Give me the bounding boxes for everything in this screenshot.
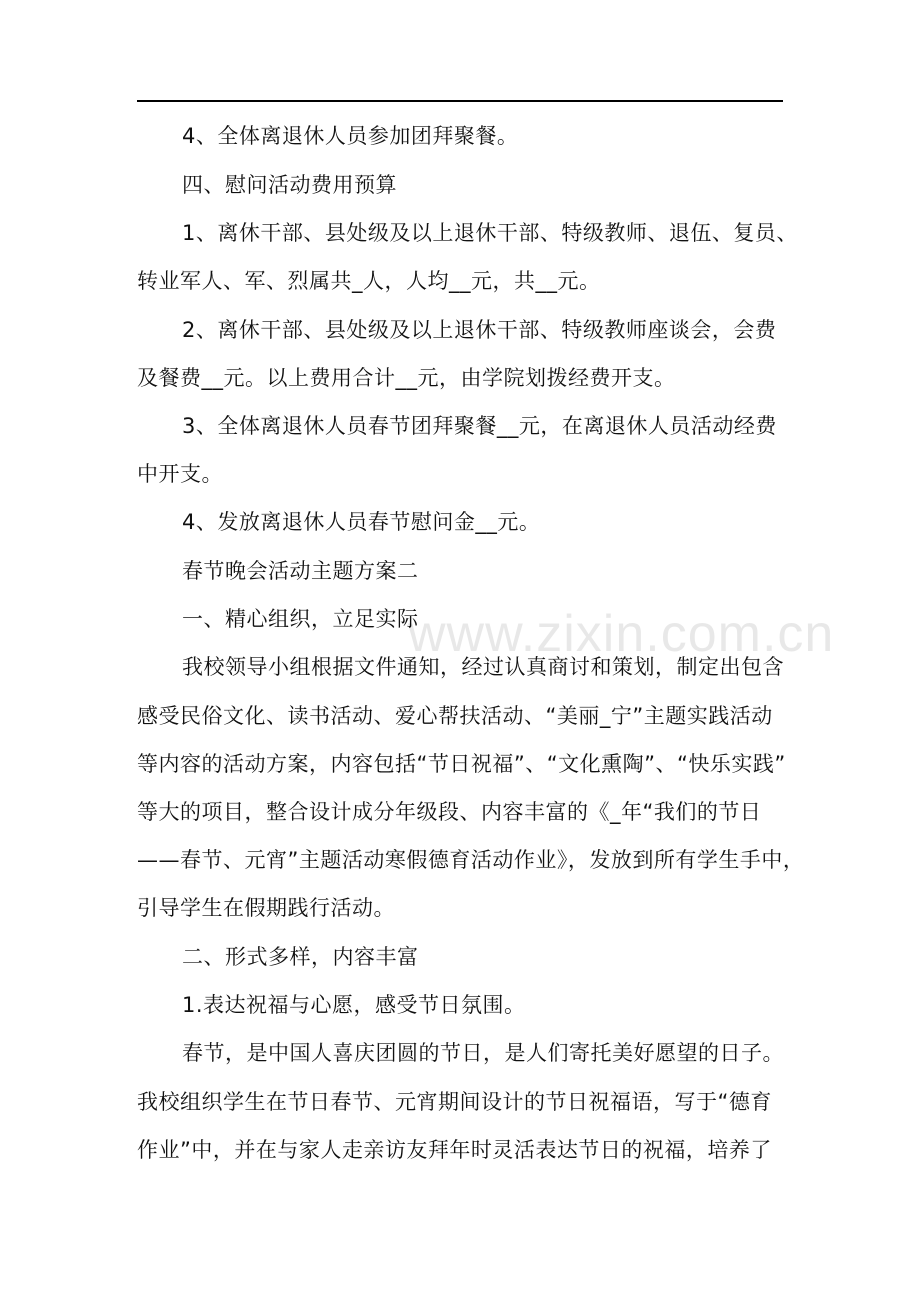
text-line: 引导学生在假期践行活动。 [137,896,395,920]
text-line: 作业”中，并在与家人走亲访友拜年时灵活表达节日的祝福，培养了 [137,1138,772,1162]
text-line: 转业军人、军、烈属共_人，人均__元，共__元。 [137,269,601,293]
text-line: 等大的项目，整合设计成分年级段、内容丰富的《_年“我们的节日 [137,800,762,824]
text-line: 1、离休干部、县处级及以上退休干部、特级教师、退伍、复员、 [182,221,798,245]
document-title: 春节晚会活动主题方案二 [182,559,419,583]
section-heading: 四、慰问活动费用预算 [182,173,397,197]
text-line: 4、发放离退休人员春节慰问金__元。 [182,510,541,534]
text-line: 中开支。 [137,462,223,486]
text-line: 春节，是中国人喜庆团圆的节日，是人们寄托美好愿望的日子。 [182,1041,784,1065]
header-rule [137,100,783,102]
section-heading: 一、精心组织，立足实际 [182,607,419,631]
text-line: 等内容的活动方案，内容包括“节日祝福”、“文化熏陶”、“快乐实践” [137,752,786,776]
text-line: 感受民俗文化、读书活动、爱心帮扶活动、“美丽_宁”主题实践活动 [137,704,773,728]
section-heading: 二、形式多样，内容丰富 [182,945,419,969]
text-line: 我校领导小组根据文件通知，经过认真商讨和策划，制定出包含 [182,655,784,679]
text-line: 2、离休干部、县处级及以上退休干部、特级教师座谈会，会费 [182,318,777,342]
text-line: 1.表达祝福与心愿，感受节日氛围。 [182,993,526,1017]
text-line: 3、全体离退休人员春节团拜聚餐__元，在离退休人员活动经费 [182,414,777,438]
text-line: 4、全体离退休人员参加团拜聚餐。 [182,124,519,148]
text-line: 我校组织学生在节日春节、元宵期间设计的节日祝福语，写于“德育 [137,1090,772,1114]
text-line: 及餐费__元。以上费用合计__元，由学院划拨经费开支。 [137,366,676,390]
text-line: ——春节、元宵”主题活动寒假德育活动作业》，发放到所有学生手中， [137,848,805,872]
watermark: www.zixin.com.cn [408,605,835,663]
